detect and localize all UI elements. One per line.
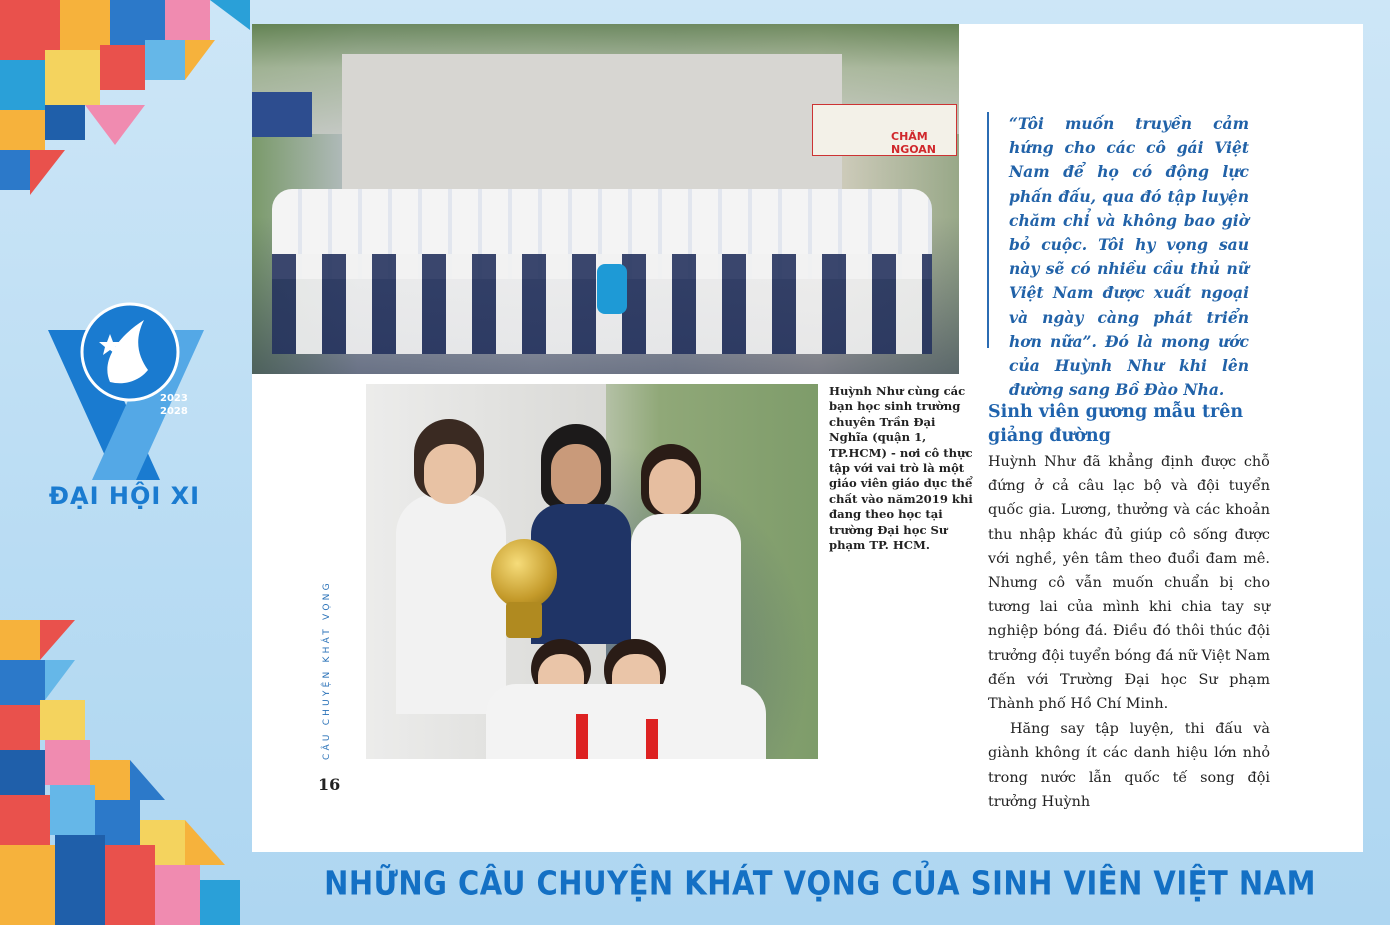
pattern-triangle	[85, 105, 145, 145]
article-body	[988, 450, 1270, 814]
pattern-tile	[155, 865, 200, 925]
logo-year-end: 2028	[160, 406, 188, 417]
pattern-tile	[0, 660, 45, 705]
pattern-tile	[0, 750, 45, 795]
pattern-tile	[45, 740, 90, 785]
pattern-tile	[105, 845, 155, 925]
pattern-tile	[145, 40, 185, 80]
pattern-tile	[0, 110, 45, 150]
pattern-tile	[60, 0, 110, 50]
school-banner: CHĂM NGOAN	[812, 104, 957, 156]
pattern-tile	[0, 150, 30, 190]
body-paragraph: Huỳnh Như đã khẳng định được chỗ đứng ở cả câu lạc bộ và đội tuyển quốc gia. Lương, thưởng và các khoản thu nhập khác đủ giúp cô sống được với nghề, yên tâm theo đuổi đam mê. Nhưng cô vẫn muốn chuẩn bị cho tương lai của mình khi chia tay sự nghiệp bóng đá. Điều đó thôi thúc đội trưởng đội tuyển bóng đá nữ Việt Nam đến với Trường Đại học Sư phạm Thành phố Hồ Chí Minh.	[988, 454, 1270, 713]
page-number: 16	[318, 775, 341, 794]
section-heading: Sinh viên gương mẫu trên giảng đường	[988, 402, 1244, 446]
logo-years	[160, 392, 188, 418]
pattern-tile	[50, 785, 95, 835]
logo-title: ĐẠI HỘI XI	[48, 482, 201, 510]
footer-title: NHỮNG CÂU CHUYỆN KHÁT VỌNG CỦA SINH VIÊN VIỆT NAM	[324, 863, 1316, 903]
pattern-tile	[45, 105, 85, 140]
pattern-tile	[200, 880, 240, 925]
students-photo	[366, 384, 818, 759]
pattern-tile	[45, 50, 100, 105]
pattern-tile	[165, 0, 210, 40]
logo-year-start: 2023	[160, 393, 188, 404]
group-photo	[252, 24, 959, 374]
pattern-tile	[0, 795, 50, 845]
pattern-tile	[55, 835, 105, 925]
pattern-triangle	[30, 150, 65, 195]
photo-caption: Huỳnh Như cùng các bạn học sinh trường chuyên Trần Đại Nghĩa (quận 1, TP.HCM) - nơi cô thực tập với vai trò là một giáo viên giáo dục thể chất vào năm2019 khi đang theo học tại trường Đại học Sư phạm TP. HCM.	[829, 384, 973, 553]
pattern-tile	[110, 0, 165, 45]
body-paragraph: Hăng say tập luyện, thi đấu và giành không ít các danh hiệu lớn nhỏ trong nước lẫn quốc tế song đội trưởng Huỳnh	[988, 721, 1270, 810]
pattern-triangle	[185, 40, 215, 80]
pattern-triangle	[210, 0, 250, 30]
pattern-triangle	[185, 820, 225, 865]
pull-quote: “Tôi muốn truyền cảm hứng cho các cô gái Việt Nam để họ có động lực phấn đấu, qua đó tập luyện chăm chỉ và không bao giờ bỏ cuộc. Tôi hy vọng sau này sẽ có nhiều cầu thủ nữ Việt Nam được xuất ngoại và ngày càng phát triển hơn nữa”. Đó là mong ước của Huỳnh Như khi lên đường sang Bồ Đào Nha.	[987, 112, 1249, 348]
pattern-tile	[40, 700, 85, 740]
pattern-tile	[0, 705, 40, 750]
pattern-tile	[90, 760, 130, 800]
pattern-triangle	[130, 760, 165, 800]
pattern-triangle	[45, 660, 75, 700]
pattern-tile	[0, 620, 40, 660]
pattern-tile	[0, 845, 55, 925]
pattern-triangle	[40, 620, 75, 660]
pattern-tile	[0, 60, 45, 110]
pattern-tile	[100, 45, 145, 90]
section-side-label: CÂU CHUYỆN KHÁT VỌNG	[322, 580, 332, 760]
